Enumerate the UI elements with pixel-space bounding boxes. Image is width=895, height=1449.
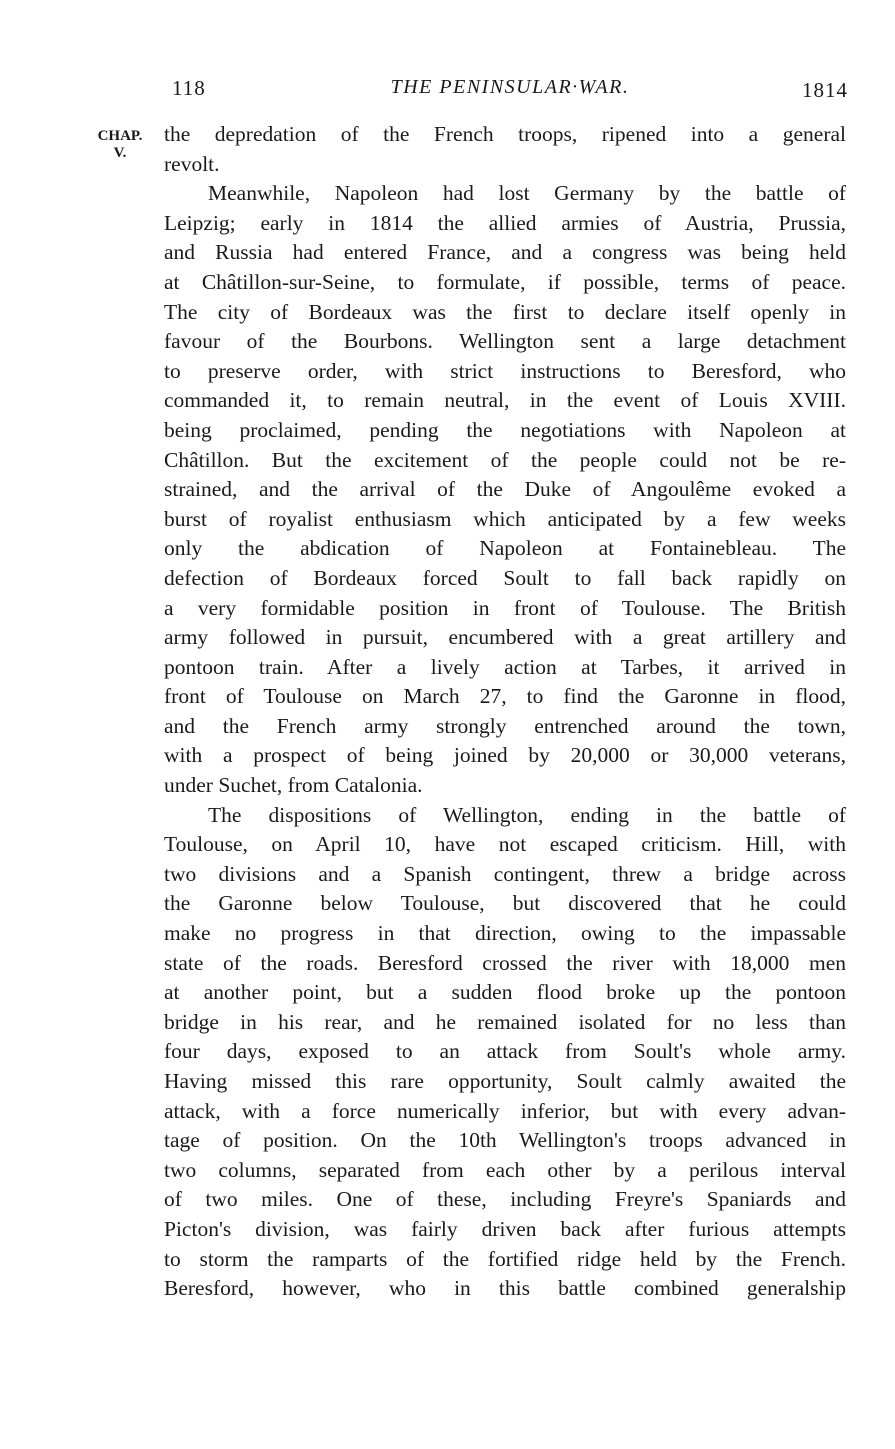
- text-line: Having missed this rare opportunity, Soult calmly awaited the: [164, 1069, 846, 1093]
- text-line: the Garonne below Toulouse, but discovered that he could: [164, 891, 846, 916]
- text-line: bridge in his rear, and he remained isolated for no less than: [164, 1009, 846, 1034]
- body-text: [164, 120, 846, 1304]
- text-line: with a prospect of being joined by 20,000 or 30,000 veterans,: [164, 743, 846, 768]
- text-line: favour of the Bourbons. Wellington sent a large detachment: [164, 329, 846, 354]
- text-line: commanded it, to remain neutral, in the event of Louis XVIII.: [164, 388, 846, 413]
- text-line: Châtillon. But the excitement of the people could not be re-: [164, 447, 846, 472]
- text-line: being proclaimed, pending the negotiations with Napoleon at: [164, 417, 846, 442]
- text-line: make no progress in that direction, owing to the impassable: [164, 921, 846, 946]
- text-line: front of Toulouse on March 27, to find the Garonne in flood,: [164, 684, 846, 709]
- text-line: attack, with a force numerically inferior, but with every advan-: [164, 1098, 846, 1123]
- text-line: the depredation of the French troops, ripened into a general: [164, 122, 846, 146]
- text-line: Toulouse, on April 10, have not escaped criticism. Hill, with: [164, 832, 846, 857]
- text-line: at another point, but a sudden flood broke up the pontoon: [164, 980, 846, 1005]
- text-line: under Suchet, from Catalonia.: [164, 773, 423, 798]
- text-line: strained, and the arrival of the Duke of Angoulême evoked a: [164, 477, 846, 502]
- page-number: 118: [172, 76, 206, 100]
- text-line: The city of Bordeaux was the first to declare itself openly in: [164, 299, 846, 324]
- text-line: two columns, separated from each other by a perilous interval: [164, 1157, 846, 1182]
- text-line: The dispositions of Wellington, ending in the battle of: [208, 802, 846, 827]
- running-year: 1814: [802, 78, 848, 102]
- text-line: army followed in pursuit, encumbered with a great artillery and: [164, 625, 846, 650]
- text-line: two divisions and a Spanish contingent, threw a bridge across: [164, 861, 846, 886]
- text-line: only the abdication of Napoleon at Fontainebleau. The: [164, 536, 846, 561]
- running-head: [172, 76, 848, 106]
- text-line: state of the roads. Beresford crossed the river with 18,000 men: [164, 950, 846, 975]
- text-line: and Russia had entered France, and a congress was being held: [164, 240, 846, 265]
- text-line: to storm the ramparts of the fortified ridge held by the French.: [164, 1246, 846, 1271]
- text-line: tage of position. On the 10th Wellington's troops advanced in: [164, 1128, 846, 1153]
- text-line: revolt.: [164, 151, 220, 176]
- chapter-margin-note: [90, 128, 150, 162]
- text-line: of two miles. One of these, including Freyre's Spaniards and: [164, 1187, 846, 1212]
- text-line: and the French army strongly entrenched around the town,: [164, 713, 846, 738]
- text-line: four days, exposed to an attack from Soult's whole army.: [164, 1039, 846, 1064]
- text-line: Leipzig; early in 1814 the allied armies of Austria, Prussia,: [164, 210, 846, 235]
- running-title: THE PENINSULAR·WAR.: [390, 76, 630, 98]
- text-line: Beresford, however, who in this battle combined generalship: [164, 1276, 846, 1301]
- text-line: burst of royalist enthusiasm which anticipated by a few weeks: [164, 506, 846, 531]
- text-line: pontoon train. After a lively action at Tarbes, it arrived in: [164, 654, 846, 679]
- text-line: at Châtillon-sur-Seine, to formulate, if possible, terms of peace.: [164, 269, 846, 294]
- text-line: to preserve order, with strict instructions to Beresford, who: [164, 358, 846, 383]
- text-line: Picton's division, was fairly driven back after furious attempts: [164, 1216, 846, 1241]
- text-line: Meanwhile, Napoleon had lost Germany by the battle of: [208, 181, 846, 206]
- chapter-label: CHAP.: [97, 128, 143, 144]
- chapter-number: V.: [113, 145, 127, 161]
- text-line: a very formidable position in front of Toulouse. The British: [164, 595, 846, 620]
- text-line: defection of Bordeaux forced Soult to fall back rapidly on: [164, 565, 846, 590]
